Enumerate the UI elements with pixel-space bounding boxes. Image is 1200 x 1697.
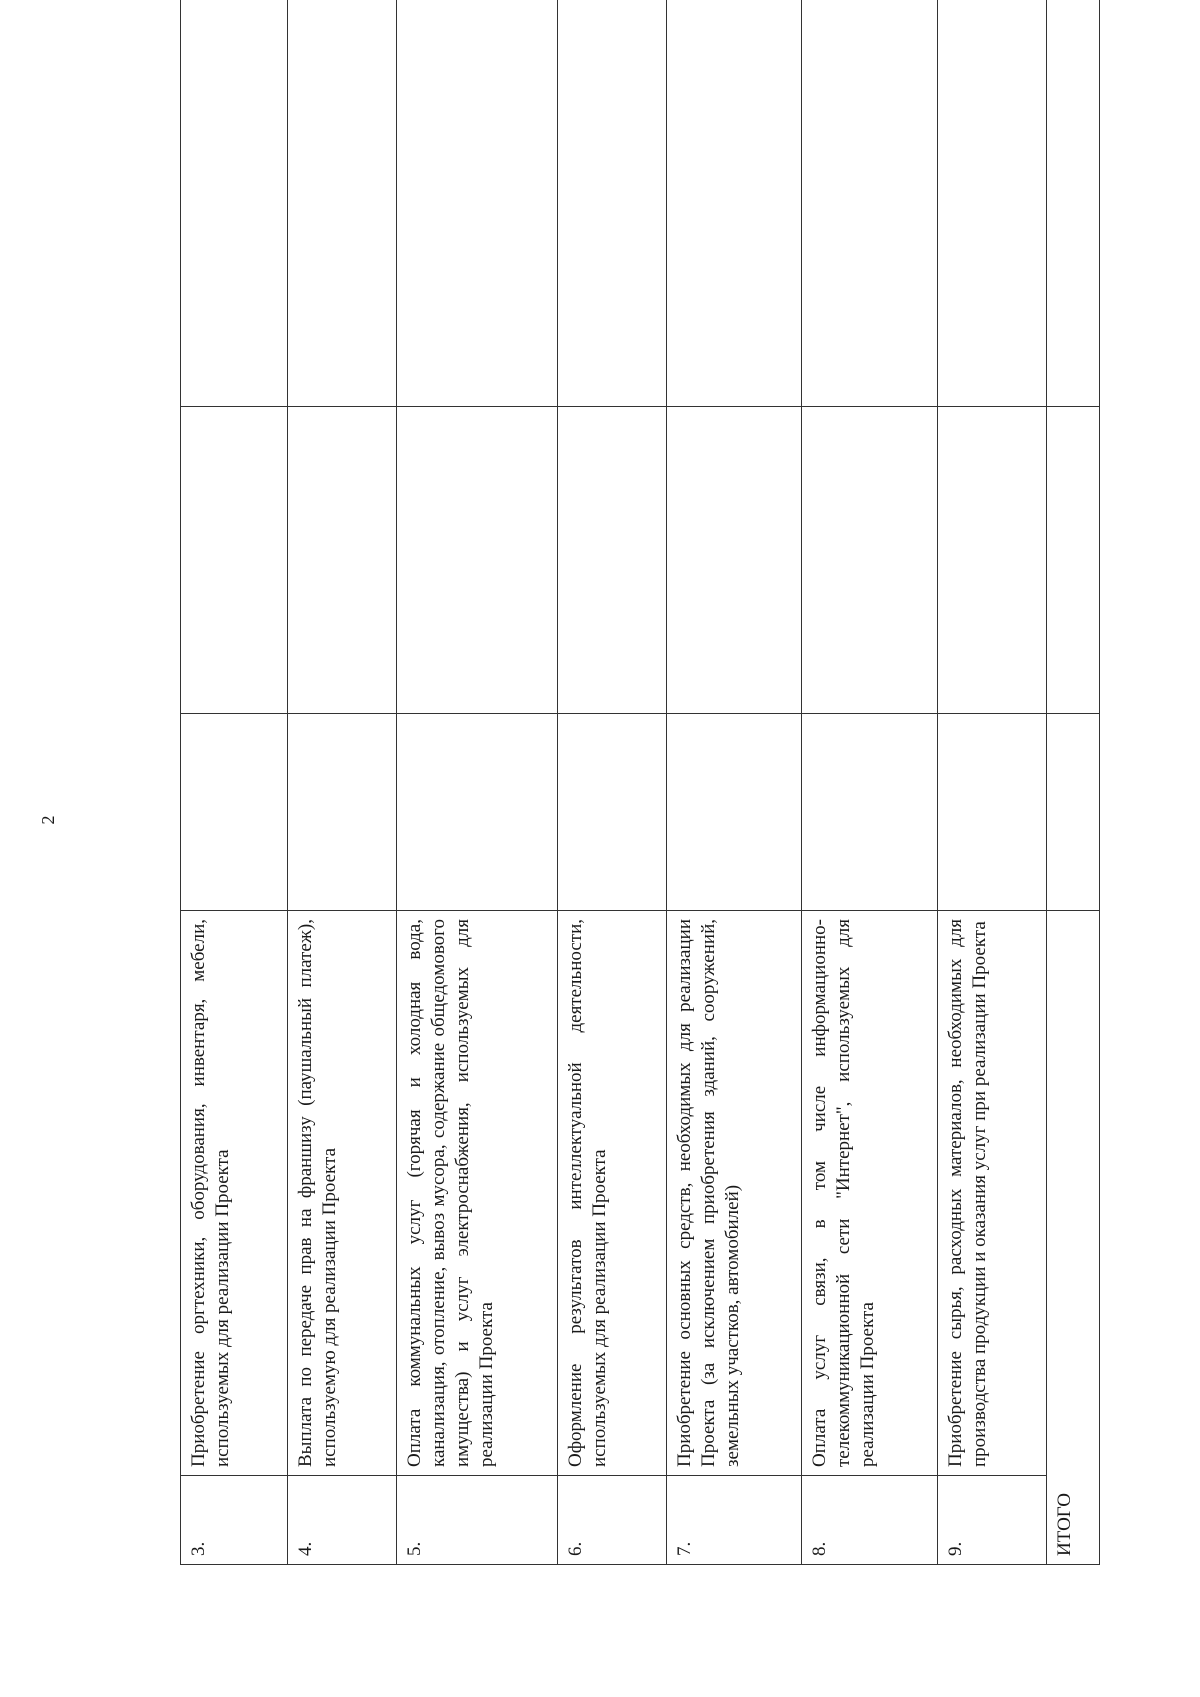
row-number: 7. bbox=[666, 1476, 802, 1565]
table-cell bbox=[666, 0, 802, 407]
table-row bbox=[557, 0, 666, 1565]
table-cell bbox=[802, 714, 938, 911]
table-cell bbox=[287, 714, 396, 911]
table-row bbox=[396, 0, 557, 1565]
row-description: Приобретение основных средств, необходимых для реализации Проекта (за исключением приобретения зданий, сооружений, земельных участков, автомобилей) bbox=[666, 911, 802, 1476]
table-cell bbox=[802, 407, 938, 714]
row-number: 8. bbox=[802, 1476, 938, 1565]
table-cell bbox=[287, 0, 396, 407]
table-cell bbox=[937, 407, 1046, 714]
row-description: Оформление результатов интеллектуальной деятельности, используемых для реализации Проекта bbox=[557, 911, 666, 1476]
row-description: Выплата по передаче прав на франшизу (паушальный платеж), используемую для реализации Проекта bbox=[287, 911, 396, 1476]
table-cell bbox=[396, 407, 557, 714]
table-cell bbox=[181, 407, 288, 714]
table-cell bbox=[181, 714, 288, 911]
row-number: 6. bbox=[557, 1476, 666, 1565]
table-cell bbox=[557, 0, 666, 407]
table-row bbox=[287, 0, 396, 1565]
table-cell bbox=[181, 0, 288, 407]
page-number: 2 bbox=[38, 815, 58, 825]
table-cell bbox=[937, 0, 1046, 407]
table-row bbox=[802, 0, 938, 1565]
row-description: Оплата услуг связи, в том числе информационно-телекоммуникационной сети "Интернет", используемых для реализации Проекта bbox=[802, 911, 938, 1476]
table-cell bbox=[937, 714, 1046, 911]
total-label: ИТОГО bbox=[1046, 911, 1099, 1565]
table-cell bbox=[396, 0, 557, 407]
table-cell bbox=[1046, 407, 1099, 714]
row-number: 3. bbox=[181, 1476, 288, 1565]
table-row bbox=[937, 0, 1046, 1565]
row-description: Оплата коммунальных услуг (горячая и холодная вода, канализация, отопление, вывоз мусора, содержание общедомового имущества) и услуг электроснабжения, используемых для реализации Проекта bbox=[396, 911, 557, 1476]
table-row bbox=[181, 0, 288, 1565]
table-row bbox=[666, 0, 802, 1565]
row-description: Приобретение оргтехники, оборудования, инвентаря, мебели, используемых для реализации Проекта bbox=[181, 911, 288, 1476]
table-cell bbox=[1046, 714, 1099, 911]
table-cell bbox=[557, 407, 666, 714]
row-number: 4. bbox=[287, 1476, 396, 1565]
table-cell bbox=[557, 714, 666, 911]
table-cell bbox=[802, 0, 938, 407]
expense-table bbox=[180, 0, 1100, 1565]
expense-table-wrapper bbox=[180, 75, 1100, 1565]
table-cell bbox=[1046, 0, 1099, 407]
table-cell bbox=[287, 407, 396, 714]
table-cell bbox=[666, 714, 802, 911]
table-cell bbox=[396, 714, 557, 911]
table-cell bbox=[666, 407, 802, 714]
row-description: Приобретение сырья, расходных материалов, необходимых для производства продукции и оказания услуг при реализации Проекта bbox=[937, 911, 1046, 1476]
row-number: 9. bbox=[937, 1476, 1046, 1565]
total-row bbox=[1046, 0, 1099, 1565]
row-number: 5. bbox=[396, 1476, 557, 1565]
